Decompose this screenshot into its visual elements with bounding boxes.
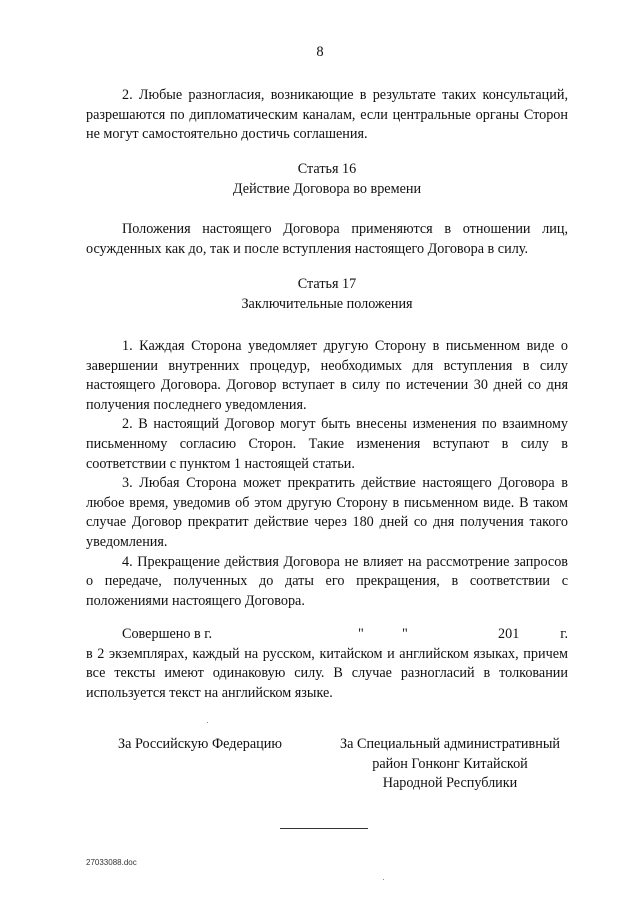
signature-hong-kong-line-2: район Гонконг Китайской	[372, 755, 528, 772]
article-17-body	[86, 337, 568, 611]
article-17-number: Статья 17	[297, 276, 357, 292]
year-suffix: г.	[560, 626, 568, 642]
signature-hong-kong	[332, 735, 568, 794]
scan-speck	[383, 879, 384, 880]
article-16-number: Статья 16	[297, 161, 357, 177]
article-16-body	[86, 220, 568, 259]
signature-russia: За Российскую Федерацию	[118, 736, 282, 752]
signature-hong-kong-line-3: Народной Республики	[382, 775, 518, 792]
article-16-paragraph: Положения настоящего Договора применяются в отношении лиц, осужденных как до, так и после вступления настоящего Договора в силу.	[86, 221, 568, 257]
article-17-title: Заключительные положения	[241, 295, 413, 312]
article-17-paragraph-2: 2. В настоящий Договор могут быть внесены изменения по взаимному письменному согласию Сторон. Такие изменения вступают в силу в соответствии с пунктом 1 настоящей статьи.	[86, 416, 568, 472]
year-text: 201	[498, 626, 520, 642]
date-line	[86, 625, 568, 645]
closing-paragraph: в 2 экземплярах, каждый на русском, китайском и английском языках, причем все тексты имеют одинаковую силу. В случае разногласий в толковании используется текст на английском языке.	[86, 645, 568, 701]
page-number: 8	[316, 44, 324, 60]
article-17-paragraph-1: 1. Каждая Сторона уведомляет другую Сторону в письменном виде о завершении внутренних процедур, необходимых для вступления в силу настоящего Договора. Договор вступает в силу по истечении 30 дней со дня получения последнего уведомления.	[86, 338, 568, 413]
scan-speck	[207, 722, 208, 723]
article-16-title: Действие Договора во времени	[232, 180, 422, 197]
article-17-heading	[86, 275, 568, 314]
closing-block	[86, 625, 568, 703]
article-16-heading	[86, 160, 568, 199]
document-id: 27033088.doc	[86, 858, 137, 867]
quote-open: "	[358, 626, 364, 642]
done-in-text: Совершено в г.	[122, 626, 213, 642]
article-17-paragraph-4: 4. Прекращение действия Договора не влияет на рассмотрение запросов о передаче, полученных до даты его прекращения, в соответствии с положениями настоящего Договора.	[86, 553, 568, 609]
paragraph-disagreements: 2. Любые разногласия, возникающие в результате таких консультаций, разрешаются по дипломатическим каналам, если центральные органы Сторон не могут самостоятельно достичь соглашения.	[86, 87, 568, 143]
signature-hong-kong-line-1: За Специальный административный	[340, 736, 560, 752]
article-17-paragraph-3: 3. Любая Сторона может прекратить действие настоящего Договора в любое время, уведомив об этом другую Сторону в письменном виде. В таком случае Договор прекратит действие через 180 дней со дня получения такого уведомления.	[86, 475, 568, 550]
footer-rule	[280, 828, 368, 829]
top-paragraph-block	[86, 86, 568, 145]
quote-close: "	[402, 626, 408, 642]
